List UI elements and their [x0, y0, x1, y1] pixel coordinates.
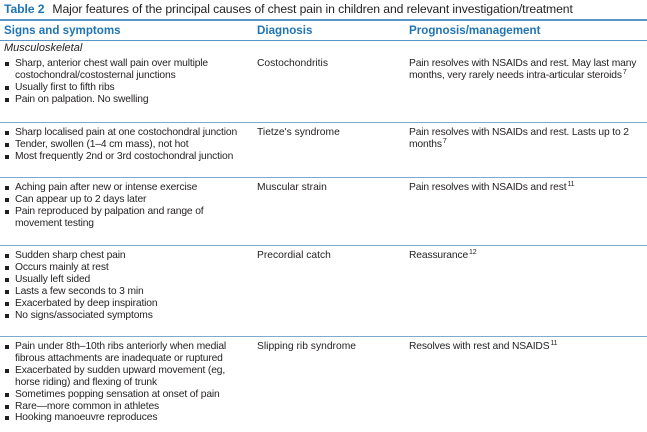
sign-item: Occurs mainly at rest: [4, 262, 249, 274]
signs-list: [4, 182, 249, 230]
sign-item: Exacerbated by sudden upward movement (eg, horse riding) and flexing of trunk: [4, 365, 249, 389]
sign-item: Pain under 8th–10th ribs anteriorly when medial fibrous attachments are inadequate or ruptured: [4, 341, 249, 365]
signs-list: [4, 341, 249, 424]
row-divider: [0, 336, 647, 337]
sign-item: Usually left sided: [4, 274, 249, 286]
prognosis-text: Pain resolves with NSAIDs and rest. Lasts up to 2 months: [409, 127, 629, 150]
row-divider: [0, 177, 647, 178]
sign-item: Usually first to fifth ribs: [4, 82, 249, 94]
reference-superscript: 7: [442, 137, 447, 145]
prognosis-cell: [409, 58, 641, 82]
diagnosis-cell: Slipping rib syndrome: [257, 341, 357, 352]
reference-superscript: 11: [550, 340, 558, 347]
prognosis-cell: [409, 250, 641, 262]
prognosis-cell: [409, 341, 641, 353]
header-signs: Signs and symptoms: [4, 24, 121, 37]
sign-item: Lasts a few seconds to 3 min: [4, 286, 249, 298]
sign-item: Aching pain after new or intense exercise: [4, 182, 249, 194]
sign-item: Rare—more common in athletes: [4, 401, 249, 413]
table-title: Major features of the principal causes of chest pain in children and relevant investigation/treatment: [52, 2, 573, 16]
diagnosis-cell: Tietze's syndrome: [257, 127, 340, 138]
diagnosis-cell: Muscular strain: [257, 182, 327, 193]
table-label: Table 2: [4, 2, 45, 16]
sign-item: Sudden sharp chest pain: [4, 250, 249, 262]
table-caption: [4, 2, 573, 17]
caption-rule: [0, 19, 647, 21]
sign-item: Can appear up to 2 days later: [4, 194, 249, 206]
sign-item: Hooking manoeuvre reproduces: [4, 412, 249, 424]
sign-item: Most frequently 2nd or 3rd costochondral junction: [4, 151, 249, 163]
prognosis-text: Reassurance: [409, 250, 469, 261]
table-header: [0, 22, 647, 40]
prognosis-text: Resolves with rest and NSAIDS: [409, 341, 550, 352]
sign-item: Pain on palpation. No swelling: [4, 94, 249, 106]
reference-superscript: 7: [622, 68, 627, 76]
sign-item: Pain reproduced by palpation and range of movement testing: [4, 206, 249, 230]
section-title: Musculoskeletal: [4, 42, 83, 54]
prognosis-text: Pain resolves with NSAIDs and rest. May last many months, very rarely needs intra-articular steroids: [409, 58, 637, 81]
header-prognosis: Prognosis/management: [409, 24, 541, 37]
signs-list: [4, 250, 249, 321]
prognosis-text: Pain resolves with NSAIDs and rest: [409, 182, 567, 193]
prognosis-cell: [409, 182, 641, 194]
sign-item: No signs/associated symptoms: [4, 310, 249, 322]
signs-list: [4, 127, 249, 163]
signs-list: [4, 58, 249, 106]
diagnosis-cell: Precordial catch: [257, 250, 331, 261]
reference-superscript: 12: [469, 249, 477, 256]
sign-item: Exacerbated by deep inspiration: [4, 298, 249, 310]
sign-item: Sometimes popping sensation at onset of pain: [4, 389, 249, 401]
sign-item: Sharp localised pain at one costochondral junction: [4, 127, 249, 139]
sign-item: Sharp, anterior chest wall pain over multiple costochondral/costosternal junctions: [4, 58, 249, 82]
header-diagnosis: Diagnosis: [257, 24, 313, 37]
row-divider: [0, 245, 647, 246]
header-rule: [0, 40, 647, 41]
reference-superscript: 11: [567, 181, 575, 188]
prognosis-cell: [409, 127, 641, 151]
diagnosis-cell: Costochondritis: [257, 58, 328, 69]
sign-item: Tender, swollen (1–4 cm mass), not hot: [4, 139, 249, 151]
row-divider: [0, 122, 647, 123]
